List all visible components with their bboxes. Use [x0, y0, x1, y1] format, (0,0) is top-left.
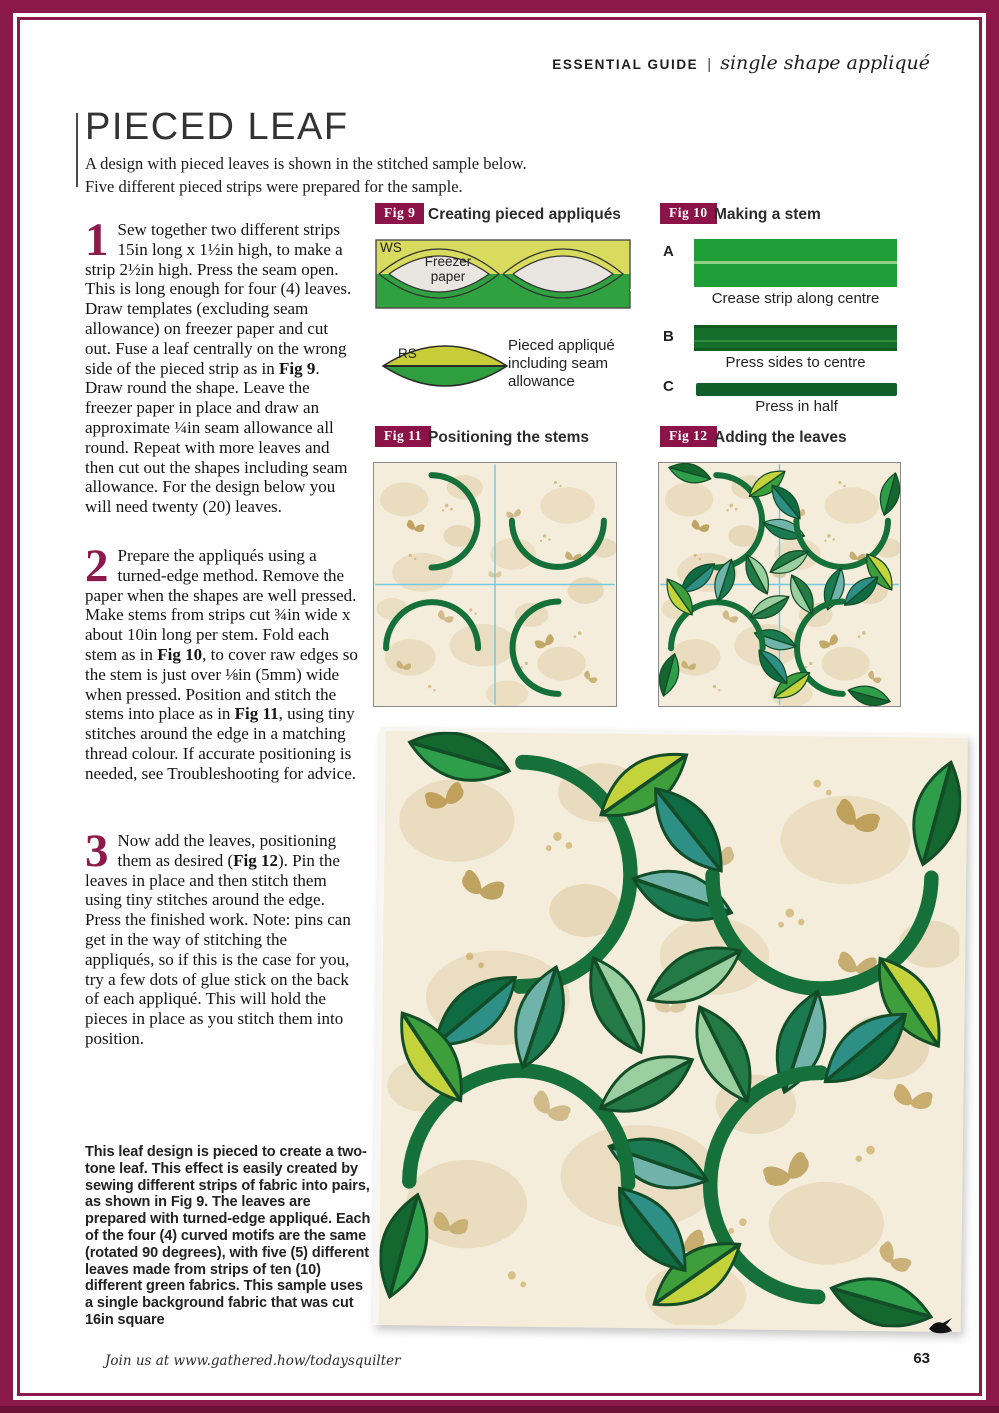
fig12-image: [658, 462, 901, 707]
crease-line: [694, 261, 897, 264]
fig11-image: [373, 462, 617, 707]
step-1: [85, 214, 358, 517]
fig10-strip-c: [696, 383, 897, 396]
fig10-row-a-caption: Crease strip along centre: [711, 290, 880, 307]
fig9-badge: Fig 9: [375, 203, 424, 224]
fig9-label-ws: WS: [380, 240, 402, 255]
page-title: PIECED LEAF: [85, 106, 349, 148]
stitched-sample-photo: [373, 727, 968, 1332]
crease-line: [694, 340, 897, 342]
fig11-title: Positioning the stems: [428, 429, 590, 446]
fig9-label-freezer-paper: Freezer paper: [424, 254, 472, 284]
intro-line-1: A design with pieced leaves is shown in the stitched sample below.: [85, 154, 527, 173]
step-1-number: 1: [85, 214, 109, 266]
fig12-badge: Fig 12: [660, 426, 717, 447]
fig10-row-b-caption: Press sides to centre: [725, 354, 866, 371]
header-subtitle: single shape appliqué: [720, 52, 930, 74]
fig10-row-b-label: B: [663, 328, 674, 345]
footer-link-text: Join us at www.gathered.how/todaysquilter: [105, 1353, 401, 1369]
fig9-label-rs: RS: [398, 346, 417, 361]
step-2-text: Prepare the appliqués using a turned-edge method. Remove the paper when the shapes are well pressed. Make stems from strips cut ¾in wide x about 10in long per stem. Fold each stem as in Fig 10, to cover raw edges so the stem is just over ⅛in (5mm) wide when pressed. Position and stitch the stems into place as in Fig 11, using tiny stitches around the edge in a matching thread colour. If accurate positioning is needed, see Troubleshooting for advice.: [85, 546, 358, 783]
frame-bottom-shade: [0, 1406, 999, 1413]
fig9-title: Creating pieced appliqués: [428, 206, 621, 223]
fig9-note: Pieced appliqué including seam allowance: [508, 337, 615, 390]
fig10-row-c-label: C: [663, 378, 674, 395]
page-number: 63: [913, 1350, 930, 1367]
page-header: [552, 52, 930, 74]
sample-quilt-design: [379, 731, 962, 1328]
fig10-strip-b: [694, 325, 897, 351]
step-3-text: Now add the leaves, positioning them as desired (Fig 12). Pin the leaves in place and then stitch them using tiny stitches around the edge. Press the finished work. Note: pins can get in the way of stitching the appliqués, so if this is the case for you, try a few dots of glue stick on the back of each appliqué. This will hold the pieces in place as you stitch them into position.: [85, 831, 351, 1048]
step-1-text: Sew together two different strips 15in long x 1½in high, to make a strip 2½in high. Press the seam open. This is long enough for four (4) leaves. Draw templates (excluding seam allowance) on freezer paper and cut out. Fuse a leaf centrally on the wrong side of the pieced strip as in Fig 9. Draw round the shape. Leave the freezer paper in place and draw an approximate ¼in seam allowance all round. Repeat with more leaves and then cut out the shapes including seam allowance. For the design below you will need twenty (20) leaves.: [85, 220, 352, 517]
fig10-row-c-caption: Press in half: [755, 398, 838, 415]
header-separator: |: [707, 56, 712, 73]
header-kicker: ESSENTIAL GUIDE: [552, 57, 699, 72]
fig10-strip-a: [694, 239, 897, 287]
title-rule: [76, 113, 78, 187]
step-3: [85, 825, 358, 1049]
intro-text: [85, 152, 527, 198]
step-2-number: 2: [85, 540, 109, 592]
fig10-title: Making a stem: [714, 206, 821, 223]
fig10-badge: Fig 10: [660, 203, 717, 224]
fig10-row-a-label: A: [663, 243, 674, 260]
step-3-number: 3: [85, 825, 109, 877]
fig11-badge: Fig 11: [375, 426, 431, 447]
step-2: [85, 540, 358, 784]
bird-ink-mark-icon: [926, 1316, 954, 1336]
intro-line-2: Five different pieced strips were prepared for the sample.: [85, 177, 463, 196]
bottom-note: This leaf design is pieced to create a two-tone leaf. This effect is easily created by sewing different strips of fabric into pairs, as shown in Fig 9. The leaves are prepared with turned-edge appliqué. Each of the four (4) curved motifs are the same (rotated 90 degrees), with five (5) different leaves made from strips of ten (10) different green fabrics. This sample uses a single background fabric that was cut 16in square: [85, 1144, 371, 1328]
fig12-title: Adding the leaves: [714, 429, 847, 446]
